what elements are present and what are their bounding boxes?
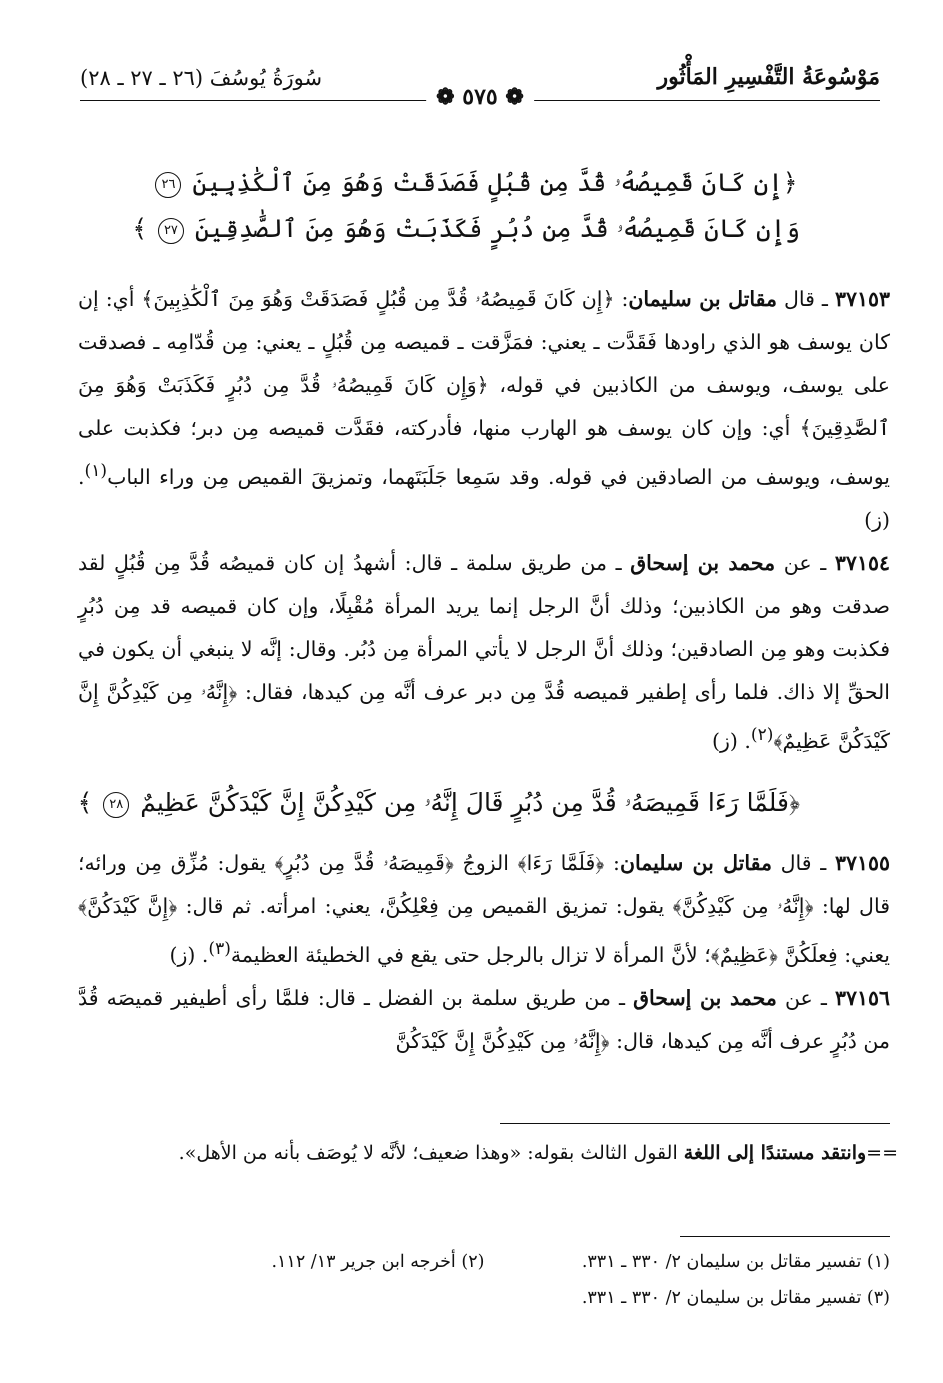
narration-37155: ٣٧١٥٥ ـ قال مقاتل بن سليمان: ﴿فَلَمَّا رَءَا﴾ الزوجُ ﴿قَمِيصَهُۥ قُدَّ مِن دُبُرٍ﴾ يقول: مُزِّق مِن ورائه؛ قال لها: ﴿إِنَّهُۥ مِن كَيْدِكُنَّ﴾ يقول: تمزيق القميص مِن فِعْلِكُنَّ، يعني: امرأته. ثم قال: ﴿إِنَّ كَيْدَكُنَّ﴾ يعني: فِعلَكُنَّ ﴿عَظِيمٌ﴾؛ لأنَّ المرأة لا تزال بالرجل حتى يقع في الخطيئة العظيمة$^{(٣)}$. (ز) [78,851,890,967]
footnote-3: (٣) تفسير مقاتل بن سليمان ٢/ ٣٣٠ ـ ٣٣١. [581,1288,890,1308]
narration-number: ٣٧١٥٦ [834,985,890,1010]
ornament-left-icon: ❁ [436,84,455,110]
footnote-ref: (٣) [208,939,231,959]
book-title: مَوْسُوعَةُ التَّفْسِيرِ المَأْثُور [657,64,880,90]
narration-37154: ٣٧١٥٤ ـ عن محمد بن إسحاق ـ من طريق سلمة ـ قال: أشهدُ إن كان قميصُه قُدَّ مِن قُبُلٍ لقد صدقت وهو من الكاذبين؛ وذلك أنَّ الرجل إنما يريد المرأة مُقْبِلًا، وإن كان قميصه قد مِن دُبُرٍ فكذبت وهو مِن الصادقين؛ وذلك أنَّ الرجل لا يأتي المرأة مِن دُبُر. وقال: إنَّه لا ينبغي أن يكون في الحقِّ إلا ذاك. فلما رأى إطفير قميصه قُدَّ مِن دبر عرف أنَّه مِن كيدها، فقال: ﴿إِنَّهُۥ مِن كَيْدِكُنَّ إِنَّ كَيْدَكُنَّ عَظِيمٌ﴾$^{(٢)}$. (ز) [78,550,891,753]
narrator: محمد بن إسحاق [633,985,777,1010]
footnote-2: (٢) أخرجه ابن جرير ١٣/ ١١٢. [271,1252,485,1272]
narration-number: ٣٧١٥٥ [834,851,890,875]
narration-number: ٣٧١٥٤ [834,550,890,575]
narrations-block-b [78,842,890,1063]
verse-number-marker: ٢٧ [158,218,184,244]
page-number: ❁ ٥٧٥ ❁ [426,84,534,110]
narration-37156: ٣٧١٥٦ ـ عن محمد بن إسحاق ـ من طريق سلمة بن الفضل ـ قال: فلمَّا رأى أطيفير قميصَه قُدَّ من دُبُرٍ عرف أنَّه مِن كيدها، قال: ﴿إِنَّهُۥ مِن كَيْدِكُنَّ إِنَّ كَيْدَكُنَّ [78,985,890,1053]
quran-verses-26-27 [132,160,800,252]
narration-text: ـ من طريق سلمة ـ قال: أشهدُ إن كان قميصُه قُدَّ مِن قُبُلٍ لقد صدقت وهو من الكاذبين؛ وذلك أنَّ الرجل إنما يريد المرأة مُقْبِلًا، وإن كان قميصه قد مِن دُبُرٍ فكذبت وهو مِن الصادقين؛ وذلك أنَّ الرجل لا يأتي المرأة مِن دُبُر. وقال: إنَّه لا ينبغي أن يكون في الحقِّ إلا ذاك. فلما رأى إطفير قميصه قُدَّ مِن دبر عرف أنَّه مِن كيدها، فقال: ﴿إِنَّهُۥ مِن كَيْدِكُنَّ إِنَّ كَيْدَكُنَّ عَظِيمٌ﴾ [78,550,891,753]
verse-26: ﴿إِن كَانَ قَمِيصُهُۥ قُدَّ مِن قُبُلٍ فَصَدَقَتْ وَهُوَ مِنَ ٱلْكَٰذِبِينَ ٢٦ [150,160,800,206]
narration-text: : ﴿إِن كَانَ قَمِيصُهُۥ قُدَّ مِن قُبُلٍ فَصَدَقَتْ وَهُوَ مِنَ ٱلْكَٰذِبِينَ﴾ أي: إن كان يوسف هو الذي راودها فَقَدَّت ـ يعني: فمَزَّقت ـ قميصه مِن قُبُلٍ ـ يعني: مِن قُدّامِه ـ فصدقت على يوسف، ويوسف من الكاذبين في قوله، ﴿وَإِن كَانَ قَمِيصُهُۥ قُدَّ مِن دُبُرٍ فَكَذَبَتْ وَهُوَ مِنَ ٱلصَّٰدِقِينَ﴾ أي: وإن كان يوسف هو الهارب منها، فأدركته، فقَدَّت قميصه مِن دبر؛ فكذبت على يوسف، ويوسف من الصادقين في قوله. وقد سَمِعا جَلَبَتَهما، وتمزيقَ القميص مِن وراء الباب [78,287,890,489]
footnote-ref: (٢) [750,724,774,745]
narration-number: ٣٧١٥٣ [834,287,890,311]
narrator: محمد بن إسحاق [630,550,776,575]
quran-verse-28: ﴿فَلَمَّا رَءَا قَمِيصَهُۥ قُدَّ مِن دُبُرٍ قَالَ إِنَّهُۥ مِن كَيْدِكُنَّ إِنَّ كَيْدَكُنَّ عَظِيمٌ ٢٨ ﴾ [77,788,800,817]
narration-37153: ٣٧١٥٣ ـ قال مقاتل بن سليمان: ﴿إِن كَانَ قَمِيصُهُۥ قُدَّ مِن قُبُلٍ فَصَدَقَتْ وَهُوَ مِنَ ٱلْكَٰذِبِينَ﴾ أي: إن كان يوسف هو الذي راودها فَقَدَّت ـ يعني: فمَزَّقت ـ قميصه مِن قُبُلٍ ـ يعني: مِن قُدّامِه ـ فصدقت على يوسف، ويوسف من الكاذبين في قوله، ﴿وَإِن كَانَ قَمِيصُهُۥ قُدَّ مِن دُبُرٍ فَكَذَبَتْ وَهُوَ مِنَ ٱلصَّٰدِقِينَ﴾ أي: وإن كان يوسف هو الهارب منها، فأدركته، فقَدَّت قميصه مِن دبر؛ فكذبت على يوسف، ويوسف من الصادقين في قوله. وقد سَمِعا جَلَبَتَهما، وتمزيقَ القميص مِن وراء الباب$^{(١)}$. (ز) [78,287,890,532]
narration-text: : ﴿فَلَمَّا رَءَا﴾ الزوجُ ﴿قَمِيصَهُۥ قُدَّ مِن دُبُرٍ﴾ يقول: مُزِّق مِن ورائه؛ قال لها: ﴿إِنَّهُۥ مِن كَيْدِكُنَّ﴾ يقول: تمزيق القميص مِن فِعْلِكُنَّ، يعني: امرأته. ثم قال: ﴿إِنَّ كَيْدَكُنَّ﴾ يعني: فِعلَكُنَّ ﴿عَظِيمٌ﴾؛ لأنَّ المرأة لا تزال بالرجل حتى يقع في الخطيئة العظيمة [78,851,890,967]
narrator: مقاتل بن سليمان [619,851,772,875]
ornament-right-icon: ❁ [505,84,524,110]
narration-text: ـ من طريق سلمة بن الفضل ـ قال: فلمَّا رأى أطيفير قميصَه قُدَّ من دُبُرٍ عرف أنَّه مِن كيدها، قال: ﴿إِنَّهُۥ مِن كَيْدِكُنَّ إِنَّ كَيْدَكُنَّ [78,985,890,1053]
footnote-separator [680,1236,890,1237]
continued-footnote: ==وانتقد مستندًا إلى اللغة القول الثالث بقوله: «وهذا ضعيف؛ لأنَّه لا يُوصَف بأنه من الأهل». [178,1142,898,1164]
surah-title: سُورَةُ يُوسُفَ (٢٦ ـ ٢٧ ـ ٢٨) [80,66,323,90]
verse-27: وَإِن كَانَ قَمِيصُهُۥ قُدَّ مِن دُبُرٍ فَكَذَبَتْ وَهُوَ مِنَ ٱلصَّٰدِقِينَ ٢٧ ﴾ [132,214,800,243]
running-header [80,50,880,112]
footnote-ref: (١) [84,461,108,481]
narrations-block-a [78,278,890,763]
verse-number-marker: ٢٨ [103,792,129,818]
verse-number-marker: ٢٦ [155,172,181,198]
footnote-separator [500,1123,890,1124]
narrator: مقاتل بن سليمان [628,287,778,311]
footnotes [78,1244,890,1316]
footnote-1: (١) تفسير مقاتل بن سليمان ٢/ ٣٣٠ ـ ٣٣١. [581,1252,890,1272]
